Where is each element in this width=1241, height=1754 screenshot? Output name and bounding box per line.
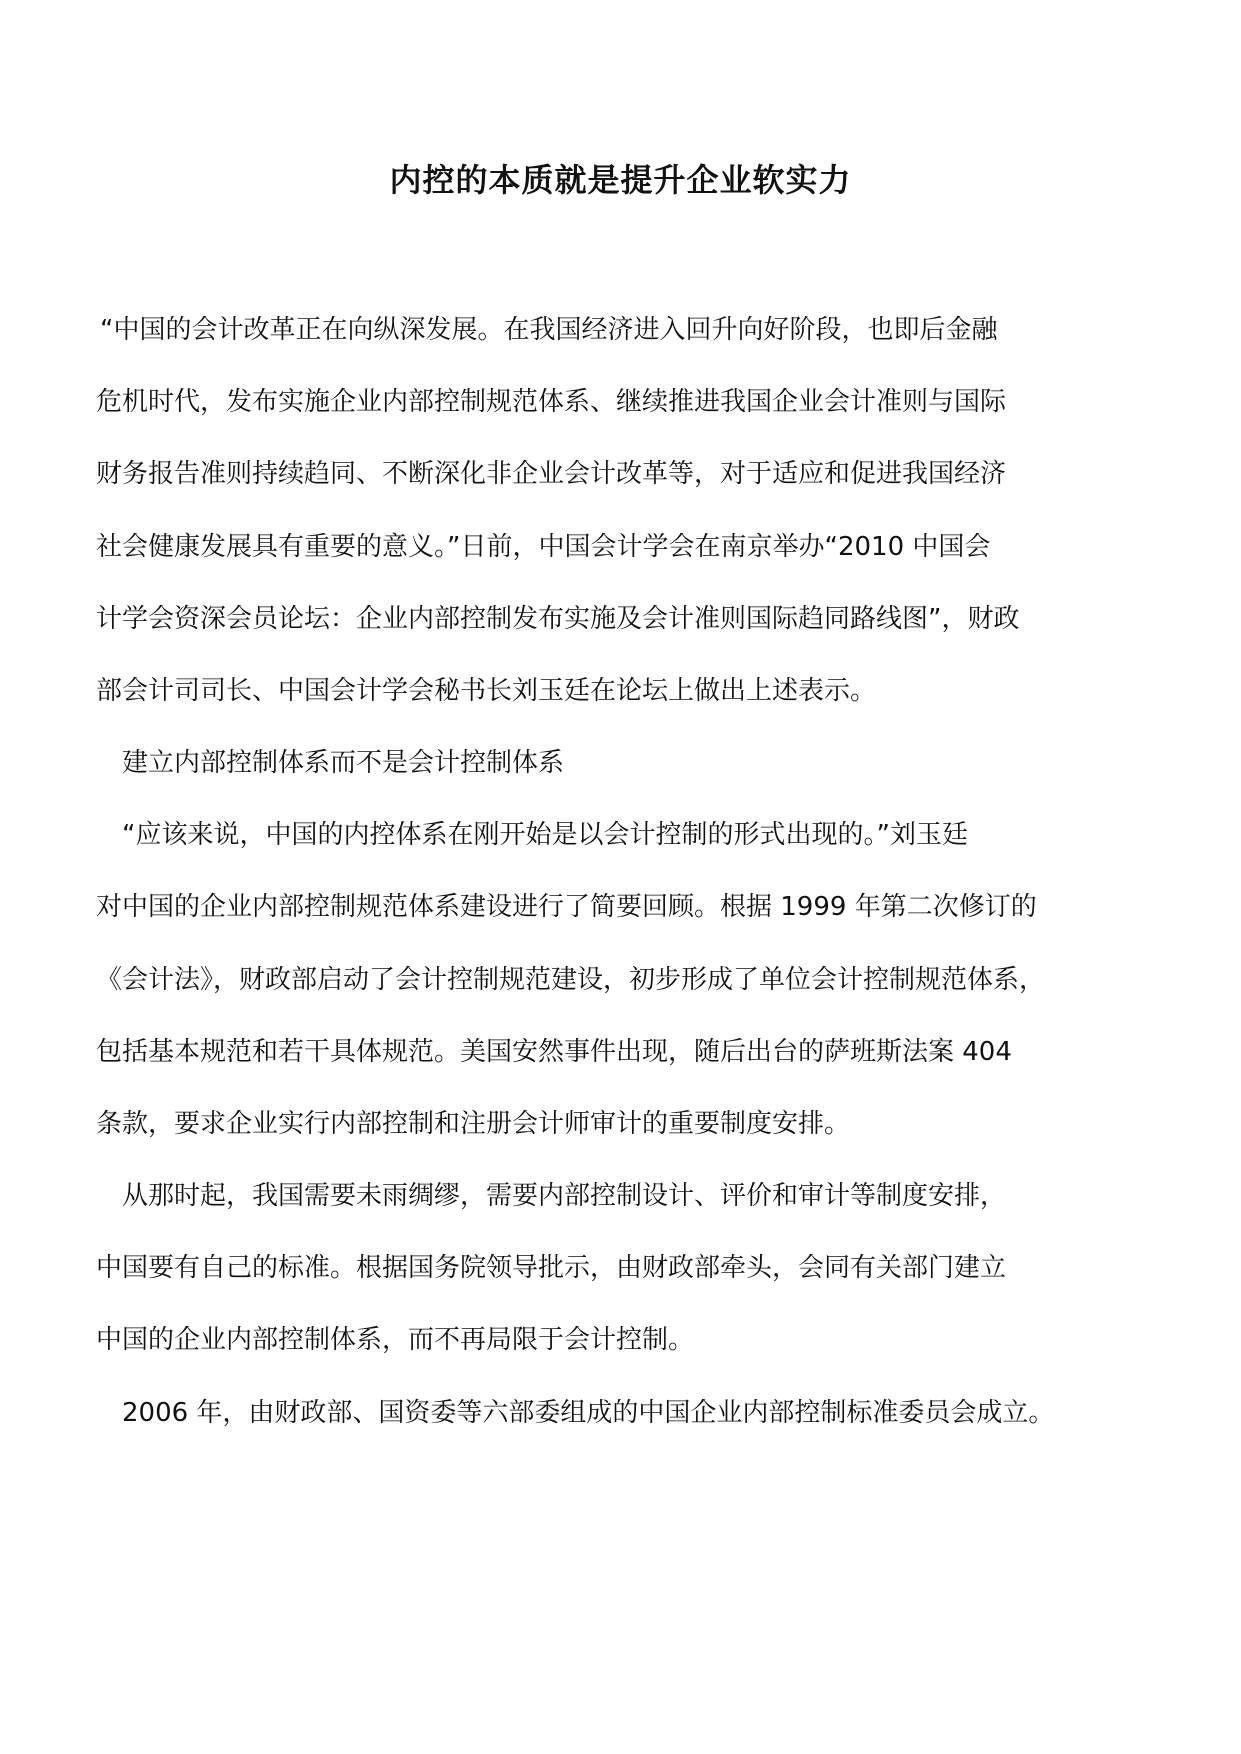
body-line: 计学会资深会员论坛：企业内部控制发布实施及会计准则国际趋同路线图”，财政 (96, 604, 1020, 634)
body-line: “应该来说，中国的内控体系在刚开始是以会计控制的形式出现的。”刘玉廷 (122, 820, 968, 850)
body-line: 财务报告准则持续趋同、不断深化非企业会计改革等，对于适应和促进我国经济 (96, 459, 1007, 489)
body-line: 《会计法》，财政部启动了会计控制规范建设，初步形成了单位会计控制规范体系， (96, 965, 1046, 995)
body-line: 条款，要求企业实行内部控制和注册会计师审计的重要制度安排。 (96, 1109, 851, 1139)
document-title: 内控的本质就是提升企业软实力 (389, 161, 852, 199)
body-line: 社会健康发展具有重要的意义。”日前，中国会计学会在南京举办“2010 中国会 (96, 532, 991, 562)
body-line: 包括基本规范和若干具体规范。美国安然事件出现，随后出台的萨班斯法案 404 (96, 1037, 1012, 1067)
body-line: “中国的会计改革正在向纵深发展。在我国经济进入回升向好阶段，也即后金融 (100, 315, 998, 345)
body-line: 危机时代，发布实施企业内部控制规范体系、继续推进我国企业会计准则与国际 (96, 387, 1007, 417)
body-line: 对中国的企业内部控制规范体系建设进行了简要回顾。根据 1999 年第二次修订的 (96, 892, 1037, 922)
body-line: 中国的企业内部控制体系，而不再局限于会计控制。 (96, 1325, 695, 1355)
body-line: 2006 年，由财政部、国资委等六部委组成的中国企业内部控制标准委员会成立。 (122, 1398, 1055, 1428)
section-heading: 建立内部控制体系而不是会计控制体系 (122, 748, 565, 778)
body-line: 部会计司司长、中国会计学会秘书长刘玉廷在论坛上做出上述表示。 (96, 676, 877, 706)
body-line: 中国要有自己的标准。根据国务院领导批示，由财政部牵头，会同有关部门建立 (96, 1253, 1007, 1283)
body-line: 从那时起，我国需要未雨绸缪，需要内部控制设计、评价和审计等制度安排， (122, 1181, 1007, 1211)
